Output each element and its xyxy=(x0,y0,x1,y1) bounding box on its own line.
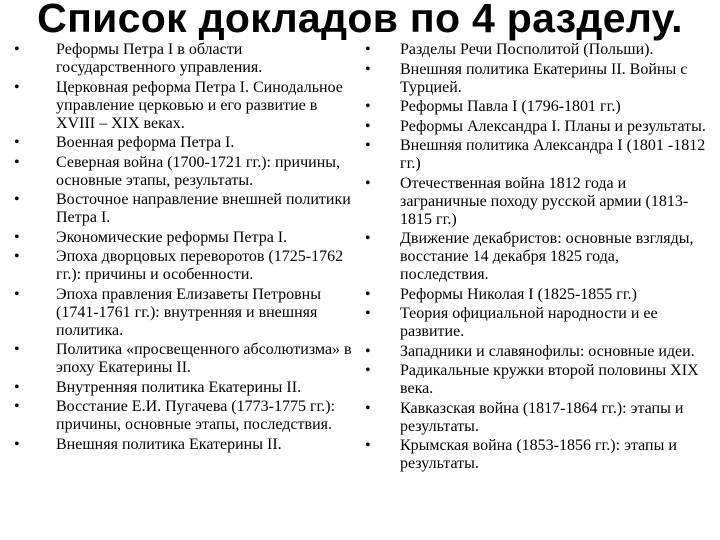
bullet-icon: • xyxy=(14,378,20,396)
list-item xyxy=(365,137,710,173)
list-item-text: Внешняя политика Екатерины II. xyxy=(56,435,282,453)
bullet-icon: • xyxy=(365,305,371,322)
list-item xyxy=(14,378,354,397)
bullet-icon: • xyxy=(14,285,20,303)
list-item-text: Радикальные кружки второй половины XIX века. xyxy=(400,362,699,397)
list-item-text: Военная реформа Петра I. xyxy=(56,134,235,151)
bullet-icon: • xyxy=(14,228,20,246)
list-item xyxy=(365,117,710,136)
list-item xyxy=(14,153,354,190)
bullet-icon: • xyxy=(365,41,371,58)
bullet-icon: • xyxy=(365,437,371,454)
list-item xyxy=(14,134,354,152)
list-item-text: Кавказская война (1817-1864 гг.): этапы и результаты. xyxy=(400,399,684,435)
list-item-text: Крымская война (1853-1856 гг.): этапы и результаты. xyxy=(400,437,677,472)
list-item-text: Эпоха правления Елизаветы Петровны (1741-1761 гг.): внутренняя и внешняя политика. xyxy=(56,285,321,339)
bullet-icon: • xyxy=(365,362,371,379)
list-item-text: Внутренняя политика Екатерины II. xyxy=(56,378,302,396)
list-item-text: Реформы Павла I (1796-1801 гг.) xyxy=(400,98,621,115)
bullet-icon: • xyxy=(14,191,20,208)
list-item-text: Церковная реформа Петра I. Синодальное управление церковью и его развитие в XVIII – XIX веках. xyxy=(56,78,343,132)
list-item-text: Отечественная война 1812 года и заграничные походу русской армии (1813-1815 гг.) xyxy=(400,174,689,228)
bullet-icon: • xyxy=(14,341,20,358)
bullet-icon: • xyxy=(365,137,371,154)
list-item-text: Реформы Петра I в области государственного управления. xyxy=(56,41,263,76)
list-item-text: Экономические реформы Петра I. xyxy=(56,228,288,246)
list-item-text: Эпоха дворцовых переворотов (1725-1762 гг.): причины и особенности. xyxy=(56,248,344,283)
list-item-text: Внешняя политика Екатерины II. Войны с Турцией. xyxy=(400,60,688,96)
list-item xyxy=(14,228,354,247)
right-report-list xyxy=(365,41,710,475)
list-item xyxy=(14,41,354,77)
bullet-icon: • xyxy=(14,41,20,58)
bullet-icon: • xyxy=(14,248,20,265)
slide-title: Список докладов по 4 разделу. xyxy=(37,0,683,41)
list-item-text: Реформы Николая I (1825-1855 гг.) xyxy=(400,285,637,303)
list-item xyxy=(365,437,710,473)
bullet-icon: • xyxy=(365,285,371,303)
list-item xyxy=(365,399,710,436)
bullet-icon: • xyxy=(14,78,20,96)
list-item xyxy=(14,285,354,340)
list-item-text: Северная война (1700-1721 гг.): причины, основные этапы, результаты. xyxy=(56,153,341,189)
list-item-text: Западники и славянофилы: основные идеи. xyxy=(400,342,695,360)
list-item-text: Восточное направление внешней политики Петра I. xyxy=(56,191,351,226)
list-item-text: Разделы Речи Посполитой (Польши). xyxy=(400,41,654,58)
list-item xyxy=(365,285,710,304)
bullet-icon: • xyxy=(14,398,20,415)
list-item xyxy=(365,98,710,116)
bullet-icon: • xyxy=(14,153,20,171)
list-item xyxy=(365,305,710,341)
bullet-icon: • xyxy=(14,134,20,151)
list-item xyxy=(14,435,354,454)
list-item xyxy=(365,362,710,398)
list-item xyxy=(14,248,354,284)
left-report-list xyxy=(14,41,354,455)
bullet-icon: • xyxy=(365,399,371,417)
list-item xyxy=(365,41,710,59)
list-item xyxy=(365,60,710,97)
bullet-icon: • xyxy=(365,60,371,78)
bullet-icon: • xyxy=(14,435,20,453)
list-item-text: Движение декабристов: основные взгляды, восстание 14 декабря 1825 года, последствия. xyxy=(400,230,694,283)
list-item xyxy=(365,174,710,229)
list-item-text: Восстание Е.И. Пугачева (1773-1775 гг.): причины, основные этапы, последствия. xyxy=(56,398,336,433)
bullet-icon: • xyxy=(365,174,371,192)
list-item-text: Политика «просвещенного абсолютизма» в эпоху Екатерины II. xyxy=(56,341,352,376)
list-item xyxy=(365,230,710,284)
list-item xyxy=(14,398,354,434)
bullet-icon: • xyxy=(365,342,371,360)
bullet-icon: • xyxy=(365,117,371,135)
list-item xyxy=(14,78,354,133)
list-item xyxy=(14,191,354,227)
list-item xyxy=(14,341,354,377)
list-item-text: Теория официальной народности и ее развитие. xyxy=(400,305,658,340)
list-item-text: Реформы Александра I. Планы и результаты. xyxy=(400,117,706,135)
list-item xyxy=(365,342,710,361)
bullet-icon: • xyxy=(365,230,371,247)
list-item-text: Внешняя политика Александра I (1801 -1812 гг.) xyxy=(400,137,706,172)
bullet-icon: • xyxy=(365,98,371,115)
